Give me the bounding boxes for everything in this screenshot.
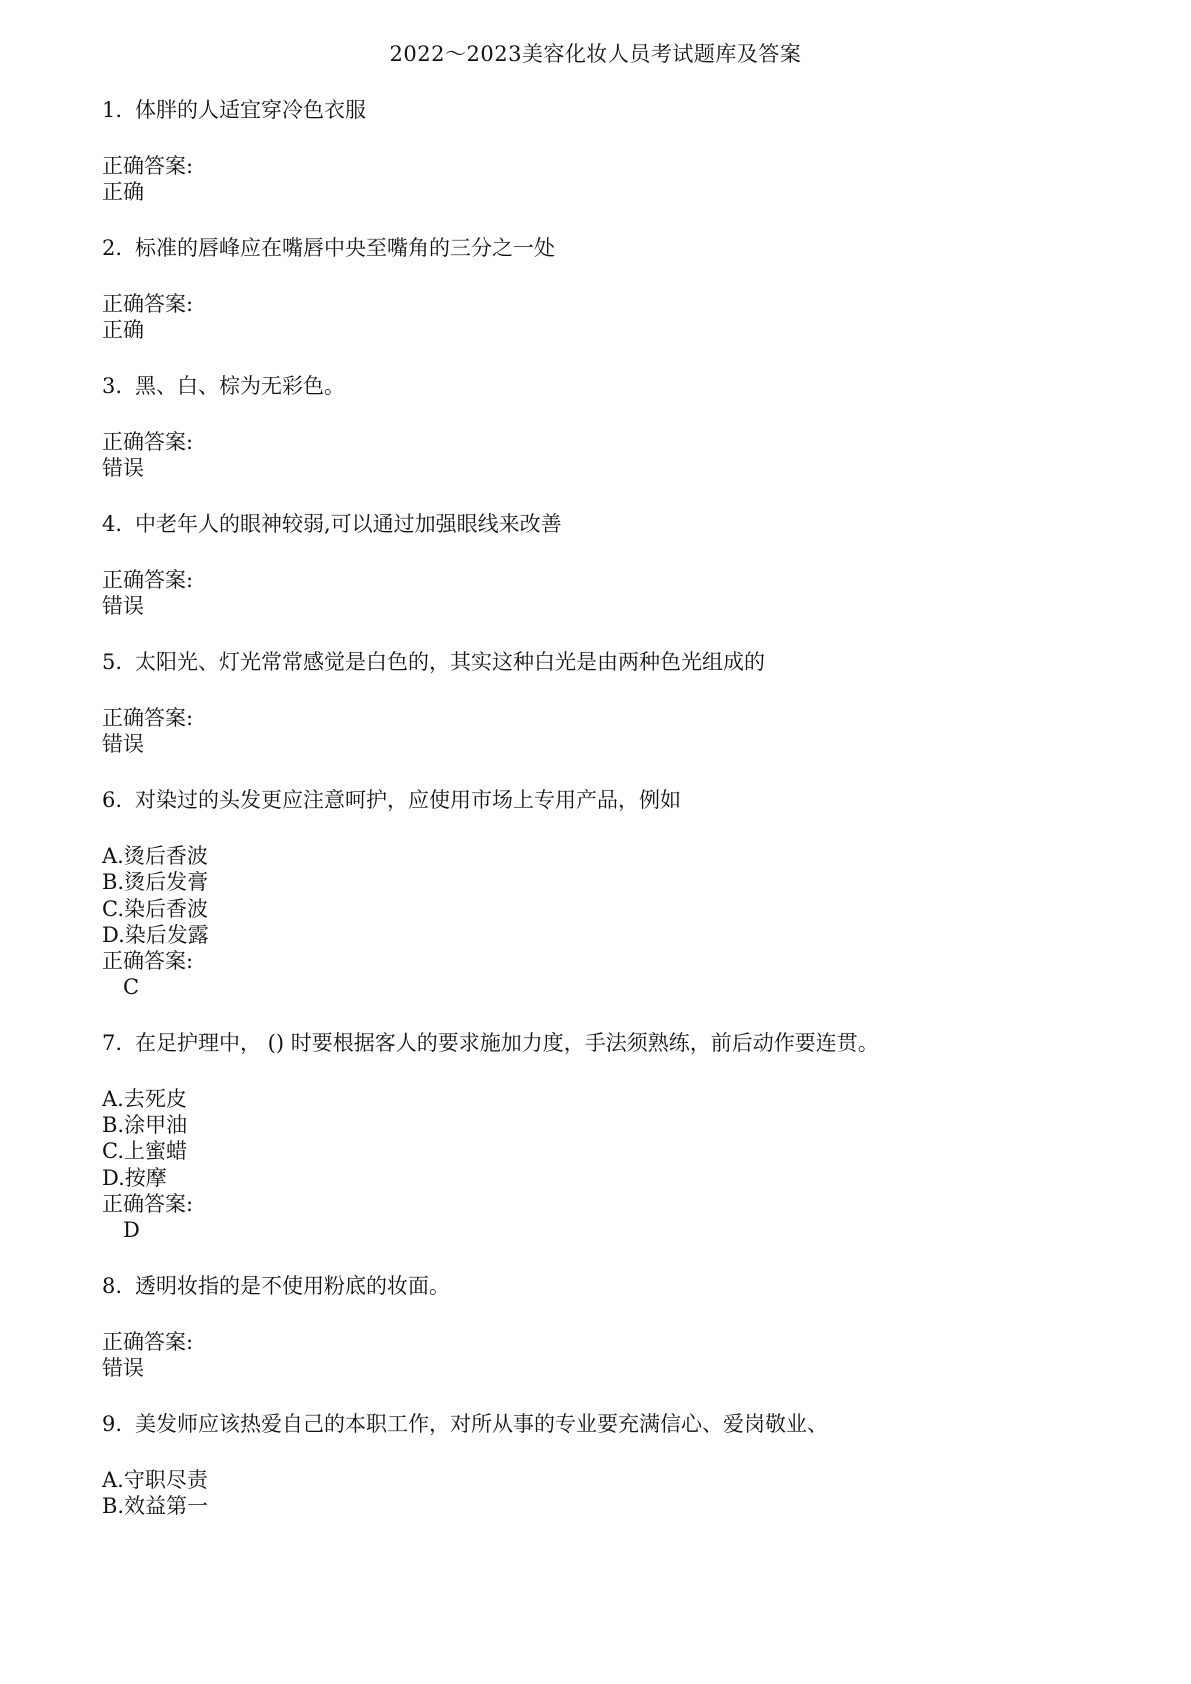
question-text: 在足护理中， () 时要根据客人的要求施加力度，手法须熟练，前后动作要连贯。 — [135, 1031, 879, 1055]
question-4 — [102, 510, 562, 538]
answer-label: 正确答案: — [102, 949, 194, 973]
question-number: 4. — [102, 512, 123, 536]
question-9 — [102, 1410, 828, 1438]
option-a: A.去死皮 — [102, 1087, 187, 1111]
question-8 — [102, 1272, 450, 1300]
question-number: 3. — [102, 374, 123, 398]
option-c: C.上蜜蜡 — [102, 1139, 187, 1163]
answer-label: 正确答案: — [102, 292, 194, 316]
answer-value: 错误 — [102, 732, 144, 756]
option-b: B.烫后发膏 — [102, 870, 209, 894]
question-number: 7. — [102, 1031, 123, 1055]
answer-value: 错误 — [102, 594, 144, 618]
question-text: 中老年人的眼神较弱,可以通过加强眼线来改善 — [135, 512, 562, 536]
answer-label: 正确答案: — [102, 1330, 194, 1354]
answer-value: D — [123, 1218, 140, 1242]
question-text: 美发师应该热爱自己的本职工作，对所从事的专业要充满信心、爱岗敬业、 — [135, 1412, 828, 1436]
answer-label: 正确答案: — [102, 154, 194, 178]
answer-value: 错误 — [102, 456, 144, 480]
option-d: D.按摩 — [102, 1166, 167, 1190]
option-a: A.烫后香波 — [102, 844, 208, 868]
option-a: A.守职尽责 — [102, 1468, 208, 1492]
option-c: C.染后香波 — [102, 897, 208, 921]
question-number: 6. — [102, 788, 123, 812]
question-text: 太阳光、灯光常常感觉是白色的，其实这种白光是由两种色光组成的 — [135, 650, 765, 674]
document-title: 2022～2023美容化妆人员考试题库及答案 — [389, 42, 802, 66]
question-number: 9. — [102, 1412, 123, 1436]
answer-label: 正确答案: — [102, 706, 194, 730]
question-2 — [102, 234, 555, 262]
question-text: 标准的唇峰应在嘴唇中央至嘴角的三分之一处 — [135, 236, 555, 260]
option-d: D.染后发露 — [102, 923, 209, 947]
question-number: 8. — [102, 1274, 123, 1298]
answer-value: 正确 — [102, 180, 144, 204]
answer-value: 正确 — [102, 318, 144, 342]
question-text: 体胖的人适宜穿冷色衣服 — [135, 98, 366, 122]
answer-label: 正确答案: — [102, 568, 194, 592]
answer-label: 正确答案: — [102, 1192, 194, 1216]
answer-value: C — [123, 975, 140, 999]
option-b: B.效益第一 — [102, 1494, 209, 1518]
question-number: 2. — [102, 236, 123, 260]
answer-value: 错误 — [102, 1356, 144, 1380]
question-text: 黑、白、棕为无彩色。 — [135, 374, 345, 398]
question-text: 透明妆指的是不使用粉底的妆面。 — [135, 1274, 450, 1298]
question-5 — [102, 648, 765, 676]
question-6 — [102, 786, 681, 814]
question-1 — [102, 96, 366, 124]
question-number: 5. — [102, 650, 123, 674]
answer-label: 正确答案: — [102, 430, 194, 454]
option-b: B.涂甲油 — [102, 1113, 188, 1137]
question-text: 对染过的头发更应注意呵护，应使用市场上专用产品，例如 — [135, 788, 681, 812]
question-number: 1. — [102, 98, 123, 122]
question-7 — [102, 1029, 879, 1057]
question-3 — [102, 372, 345, 400]
